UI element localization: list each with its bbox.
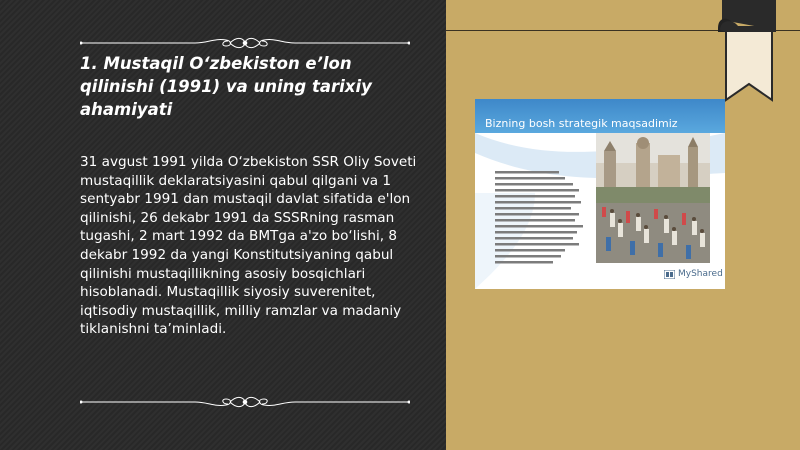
top-divider-icon xyxy=(80,33,410,53)
slide-title: 1. Mustaqil O‘zbekiston e’lon qilinishi (1991) va uning tarixiy ahamiyati xyxy=(80,54,372,119)
myshared-logo xyxy=(664,267,723,281)
myshared-logo-icon xyxy=(664,270,675,279)
slide-body-text: 31 avgust 1991 yilda O‘zbekiston SSR Oliy Soveti mustaqillik deklaratsiyasini qabul qilgani va 1 sentyabr 1991 dan mustaqil davlat sifatida e'lon qilinishi, 26 dekabr 1991 da SSSRning rasman tugashi, 2 mart 1992 da BMTga a'zo bo‘lishi, 8 dekabr 1992 da yangi Konstitutsiyaning qabul qilinishi mustaqillikning asosiy bosqichlari hisoblanadi. Mustaqillik siyosiy suverenitet, iqtisodiy mustaqillik, milliy ramzlar va madaniy tiklanishni ta’minladi. xyxy=(80,154,417,338)
card-text-lines xyxy=(495,171,587,281)
celebration-photo xyxy=(596,133,710,263)
image-card xyxy=(475,99,725,289)
card-title: Bizning bosh strategik maqsadimiz xyxy=(485,117,678,130)
bookmark-ribbon-icon xyxy=(718,0,780,110)
watermark-text: MyShared xyxy=(678,268,723,279)
bottom-divider-icon xyxy=(80,392,410,412)
